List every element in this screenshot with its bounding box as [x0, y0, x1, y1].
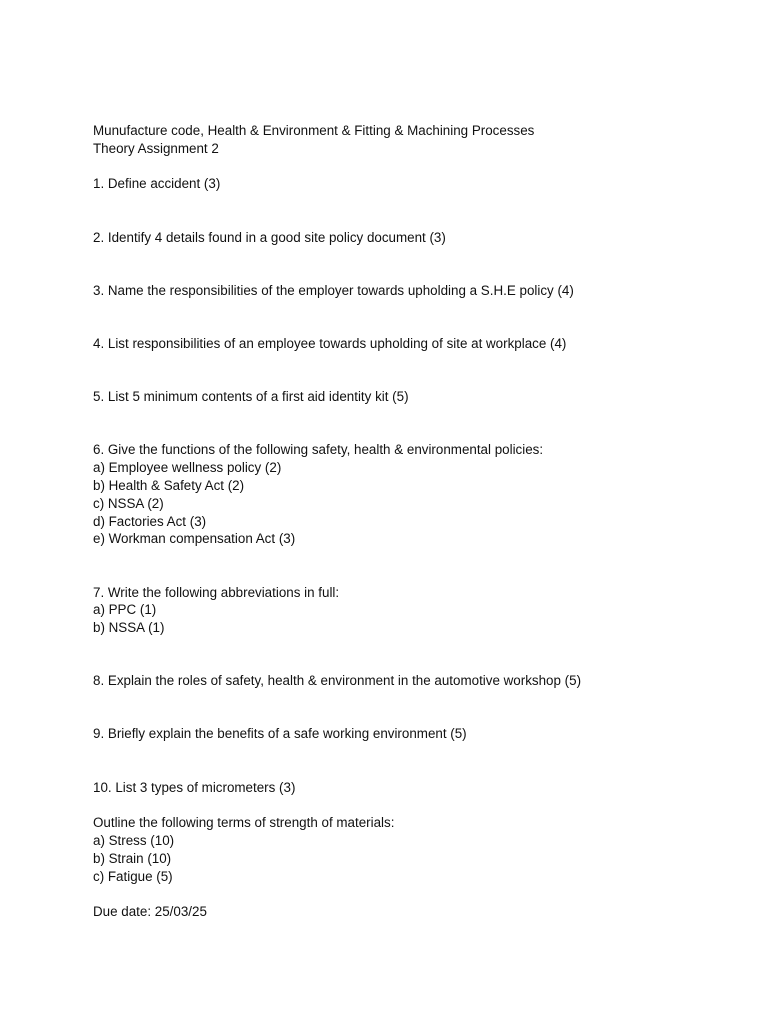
question-6-item-b: b) Health & Safety Act (2): [93, 477, 245, 493]
question-6-item-d: d) Factories Act (3): [93, 513, 207, 529]
question-6: 6. Give the functions of the following safety, health & environmental policies:: [93, 442, 544, 458]
spacer: [93, 637, 733, 672]
spacer: [93, 690, 733, 725]
question-6-item-a: a) Employee wellness policy (2): [93, 460, 282, 476]
strength-item-a: a) Stress (10): [93, 833, 175, 849]
spacer: [93, 796, 733, 814]
question-10: 10. List 3 types of micrometers (3): [93, 779, 296, 795]
question-6-item-c: c) NSSA (2): [93, 495, 164, 511]
question-7-item-a: a) PPC (1): [93, 602, 157, 618]
question-6-item-e: e) Workman compensation Act (3): [93, 531, 296, 547]
spacer: [93, 406, 733, 441]
question-1: 1. Define accident (3): [93, 176, 221, 192]
spacer: [93, 353, 733, 388]
question-3: 3. Name the responsibilities of the employer towards upholding a S.H.E policy (4): [93, 282, 574, 298]
spacer: [93, 246, 733, 281]
question-5: 5. List 5 minimum contents of a first aid identity kit (5): [93, 389, 409, 405]
question-9: 9. Briefly explain the benefits of a safe working environment (5): [93, 726, 467, 742]
spacer: [93, 300, 733, 335]
document-subtitle: Theory Assignment 2: [93, 140, 219, 156]
question-7-item-b: b) NSSA (1): [93, 620, 165, 636]
question-8: 8. Explain the roles of safety, health & environment in the automotive workshop (5): [93, 673, 582, 689]
question-4: 4. List responsibilities of an employee towards upholding of site at workplace (4): [93, 335, 567, 351]
strength-item-b: b) Strain (10): [93, 850, 172, 866]
spacer: [93, 548, 733, 583]
spacer: [93, 743, 733, 778]
spacer: [93, 885, 733, 903]
question-7: 7. Write the following abbreviations in full:: [93, 584, 340, 600]
strength-item-c: c) Fatigue (5): [93, 868, 173, 884]
document-title: Munufacture code, Health & Environment & Fitting & Machining Processes: [93, 123, 535, 138]
question-2: 2. Identify 4 details found in a good site policy document (3): [93, 229, 446, 245]
spacer: [93, 158, 733, 176]
assignment-page: [93, 122, 733, 921]
spacer: [93, 193, 733, 228]
due-date: Due date: 25/03/25: [93, 904, 207, 920]
strength-of-materials-question: Outline the following terms of strength of materials:: [93, 815, 395, 831]
